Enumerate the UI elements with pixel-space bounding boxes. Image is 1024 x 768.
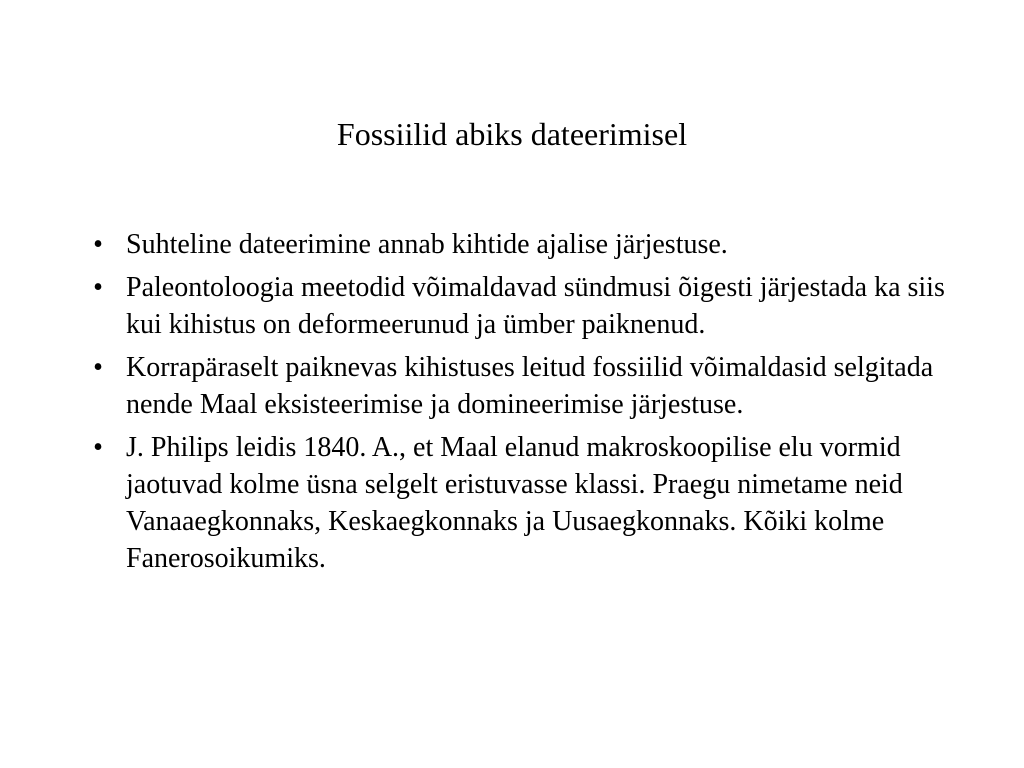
bullet-icon: • (93, 352, 103, 383)
slide-title: Fossiilid abiks dateerimisel (336, 116, 688, 152)
bullet-item (86, 349, 946, 423)
bullet-icon: • (93, 432, 103, 463)
bullet-text: Korrapäraselt paiknevas kihistuses leitud fossiilid võimaldasid selgitada nende Maal eksisteerimise ja domineerimise järjestuse. (126, 352, 934, 420)
bullet-icon: • (93, 272, 103, 303)
bullet-item (86, 269, 946, 343)
bullet-item (86, 226, 946, 263)
bullet-icon: • (93, 229, 103, 260)
bullet-text: Paleontoloogia meetodid võimaldavad sündmusi õigesti järjestada ka siis kui kihistus on deformeerunud ja ümber paiknenud. (126, 272, 945, 340)
bullet-text: J. Philips leidis 1840. A., et Maal elanud makroskoopilise elu vormid jaotuvad kolme üsna selgelt eristuvasse klassi. Praegu nimetame neid Vanaaegkonnaks, Keskaegkonnaks ja Uusaegkonnaks. Kõiki kolme Fanerosoikumiks. (126, 432, 903, 574)
bullet-item (86, 429, 946, 577)
bullet-text: Suhteline dateerimine annab kihtide ajalise järjestuse. (126, 229, 728, 260)
bullet-list (86, 226, 946, 583)
